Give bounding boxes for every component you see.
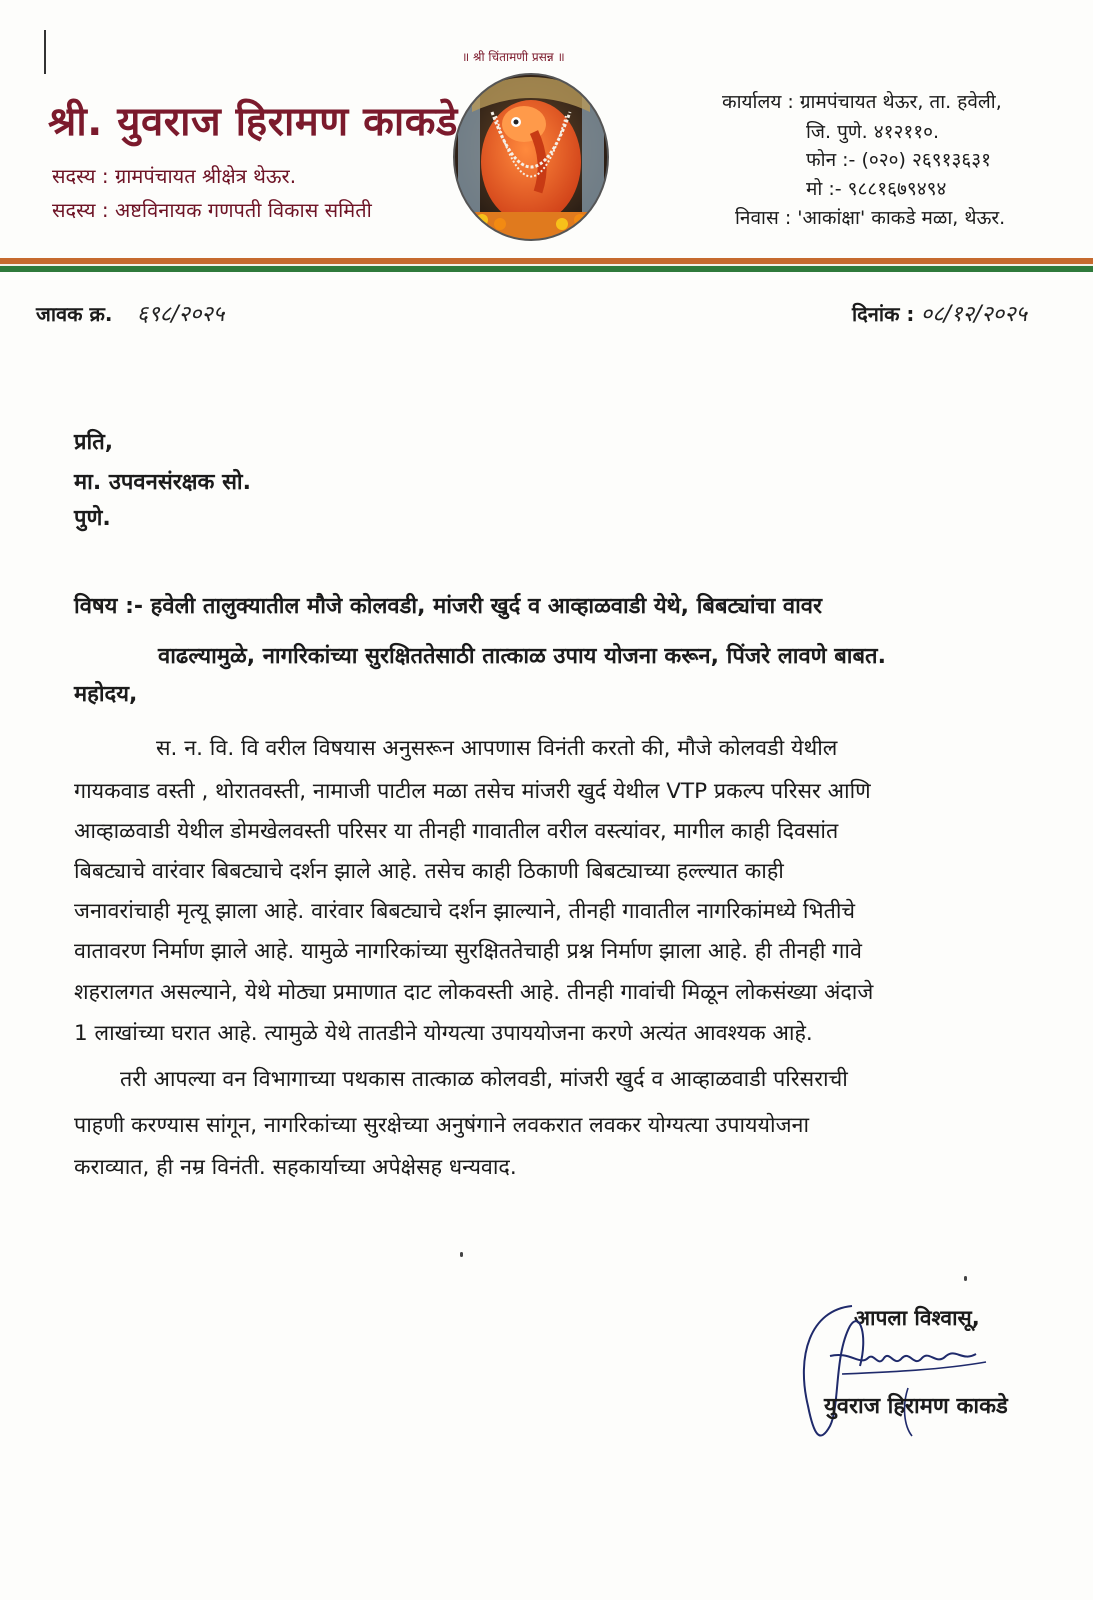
salutation: महोदय, <box>74 682 138 707</box>
ganesha-medallion-image <box>452 72 610 242</box>
body-line: कराव्यात, ही नम्र विनंती. सहकार्याच्या अपेक्षेसह धन्यवाद. <box>74 1155 517 1180</box>
subject-line-1: विषय :- हवेली तालुक्यातील मौजे कोलवडी, मांजरी खुर्द व आव्हाळवाडी येथे, बिबट्यांचा वावर <box>74 594 823 619</box>
blessing-text: ॥ श्री चिंतामणी प्रसन्न ॥ <box>462 50 565 64</box>
paper-speck <box>460 1252 463 1257</box>
member-line-samiti: सदस्य : अष्टविनायक गणपती विकास समिती <box>52 198 372 222</box>
body-line: स. न. वि. वि वरील विषयास अनुसरून आपणास विनंती करतो की, मौजे कोलवडी येथील <box>156 736 838 761</box>
body-line: शहरालगत असल्याने, येथे मोठ्या प्रमाणात दाट लोकवस्ती आहे. तीनही गावांची मिळून लोकसंख्या अंदाजे <box>74 980 874 1005</box>
mobile-number: मो :- ९८८१६७९४९४ <box>806 178 947 200</box>
letter-date <box>852 298 1027 328</box>
handwritten-signature <box>790 1296 1030 1446</box>
date-label: दिनांक : <box>852 302 915 326</box>
reference-number: ६९८/२०२५ <box>136 302 225 327</box>
member-line-grampanchayat: सदस्य : ग्रामपंचायत श्रीक्षेत्र थेऊर. <box>52 164 297 188</box>
body-line: जनावरांचाही मृत्यू झाला आहे. वारंवार बिबट्याचे दर्शन झाल्याने, तीनही गावातील नागरिकांमध्ये भितीचे <box>74 899 856 924</box>
phone-number: फोन :- (०२०) २६९१३६३१ <box>806 149 991 171</box>
body-line: गायकवाड वस्ती , थोरातवस्ती, नामाजी पाटील मळा तसेच मांजरी खुर्द येथील VTP प्रकल्प परिसर आणि <box>74 779 871 804</box>
date-value: ०८/१२/२०२५ <box>920 302 1028 327</box>
body-line: 1 लाखांच्या घरात आहे. त्यामुळे येथे तातडीने योग्यत्या उपाययोजना करणे अत्यंत आवश्यक आहे. <box>74 1021 813 1046</box>
body-line: तरी आपल्या वन विभागाच्या पथकास तात्काळ कोलवडी, मांजरी खुर्द व आव्हाळवाडी परिसराची <box>120 1067 848 1092</box>
office-district-pin: जि. पुणे. ४१२११०. <box>806 121 940 143</box>
residence-address: निवास : 'आकांक्षा' काकडे मळा, थेऊर. <box>735 207 1006 229</box>
outward-reference <box>36 298 224 328</box>
addressee-prefix: प्रति, <box>74 430 114 455</box>
body-line: आव्हाळवाडी येथील डोमखेलवस्ती परिसर या तीनही गावातील वरील वस्त्यांवर, मागील काही दिवसांत <box>74 819 839 844</box>
letterhead-rule-green <box>0 266 1093 272</box>
body-line: वातावरण निर्माण झाले आहे. यामुळे नागरिकांच्या सुरक्षिततेचाही प्रश्न निर्माण झाला आहे. ही तीनही गावे <box>74 939 862 964</box>
subject-line-2: वाढल्यामुळे, नागरिकांच्या सुरक्षिततेसाठी तात्काळ उपाय योजना करून, पिंजरे लावणे बाबत. <box>158 644 886 669</box>
closing-phrase: आपला विश्वासू, <box>854 1306 980 1330</box>
paper-speck <box>964 1276 967 1281</box>
office-address: कार्यालय : ग्रामपंचायत थेऊर, ता. हवेली, <box>722 91 1002 113</box>
margin-mark <box>44 30 46 74</box>
addressee-city: पुणे. <box>74 506 111 531</box>
letterhead-name: श्री. युवराज हिरामण काकडे <box>48 99 458 145</box>
body-line: बिबट्याचे वारंवार बिबट्याचे दर्शन झाले आहे. तसेच काही ठिकाणी बिबट्याच्या हल्ल्यात काही <box>74 859 784 884</box>
signer-name: युवराज हिरामण काकडे <box>824 1394 1008 1419</box>
body-line: पाहणी करण्यास सांगून, नागरिकांच्या सुरक्षेच्या अनुषंगाने लवकरात लवकर योग्यत्या उपाययोजना <box>74 1113 810 1138</box>
reference-label: जावक क्र. <box>36 302 113 326</box>
addressee-name: मा. उपवनसंरक्षक सो. <box>74 470 251 495</box>
